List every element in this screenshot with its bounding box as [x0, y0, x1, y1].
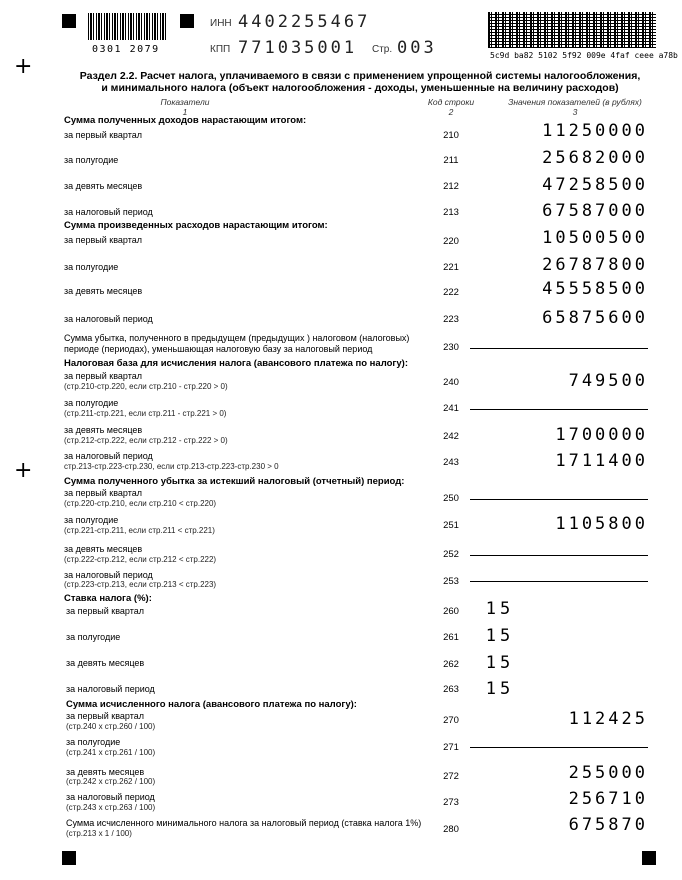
row-262-label: за девять месяцев	[66, 658, 145, 668]
row-220-code: 220	[443, 236, 459, 247]
row-241-formula: (стр.211-стр.221, если стр.211 - стр.221 > 0)	[64, 409, 227, 418]
row-251-label: за полугодие	[64, 515, 119, 525]
row-271-label: за полугодие	[66, 737, 121, 747]
row-271-formula: (стр.241 х стр.261 / 100)	[66, 748, 156, 757]
row-243-label: за налоговый период	[64, 451, 153, 461]
row-273-code: 273	[443, 797, 459, 808]
row-261-code: 261	[443, 632, 459, 643]
row-252-empty-line[interactable]	[470, 555, 648, 556]
section-expenses-heading: Сумма произведенных расходов нарастающим итогом:	[64, 220, 328, 231]
row-263-value[interactable]: 15	[485, 679, 515, 699]
row-240-code: 240	[443, 377, 459, 388]
row-211-value[interactable]: 25682000	[542, 148, 648, 168]
row-251-value[interactable]: 1105800	[555, 514, 648, 534]
row-252-label: за девять месяцев	[64, 544, 143, 554]
row-261-value[interactable]: 15	[485, 626, 515, 646]
row-220-label: за первый квартал	[64, 235, 143, 245]
row-243-value[interactable]: 1711400	[555, 451, 648, 471]
row-242-value[interactable]: 1700000	[555, 425, 648, 445]
row-220-value[interactable]: 10500500	[542, 228, 648, 248]
row-273-value[interactable]: 256710	[568, 789, 648, 809]
row-270-label: за первый квартал	[66, 711, 145, 721]
column-header-line-code	[420, 97, 482, 117]
row-251-formula: (стр.221-стр.211, если стр.211 < стр.221)	[64, 526, 215, 535]
column-header-line-code-number: 2	[448, 107, 454, 117]
row-213-code: 213	[443, 207, 459, 218]
row-210-code: 210	[443, 130, 459, 141]
row-242-code: 242	[443, 431, 459, 442]
row-223-label: за налоговый период	[64, 314, 153, 324]
row-272-value[interactable]: 255000	[568, 763, 648, 783]
row-212-code: 212	[443, 181, 459, 192]
row-242-formula: (стр.212-стр.222, если стр.212 - стр.222 > 0)	[64, 436, 228, 445]
row-263-label: за налоговый период	[66, 684, 155, 694]
column-header-line-code-label: Код строки	[427, 97, 475, 107]
row-223-value[interactable]: 65875600	[542, 308, 648, 328]
corner-marker-bottom-left	[62, 851, 76, 865]
row-240-formula: (стр.210-стр.220, если стр.210 - стр.220 > 0)	[64, 382, 228, 391]
row-262-code: 262	[443, 659, 459, 670]
datamatrix-code	[488, 12, 656, 48]
row-260-value[interactable]: 15	[485, 599, 515, 619]
row-210-label: за первый квартал	[64, 130, 143, 140]
row-262-value[interactable]: 15	[485, 653, 515, 673]
row-250-code: 250	[443, 493, 459, 504]
row-213-value[interactable]: 67587000	[542, 201, 648, 221]
section-title	[60, 70, 660, 94]
row-241-code: 241	[443, 403, 459, 414]
row-253-empty-line[interactable]	[470, 581, 648, 582]
row-230-code: 230	[443, 342, 459, 353]
row-253-code: 253	[443, 576, 459, 587]
row-222-code: 222	[443, 287, 459, 298]
row-280-value[interactable]: 675870	[568, 815, 648, 835]
row-241-empty-line[interactable]	[470, 409, 648, 410]
row-260-code: 260	[443, 606, 459, 617]
kpp-value: 771035001	[238, 38, 358, 58]
barcode-image	[88, 13, 166, 40]
column-header-values	[500, 97, 650, 117]
row-272-label: за девять месяцев	[66, 767, 145, 777]
page-label: Стр.	[372, 44, 393, 55]
row-270-value[interactable]: 112425	[568, 709, 648, 729]
row-280-formula: (стр.213 х 1 / 100)	[66, 829, 132, 838]
row-240-label: за первый квартал	[64, 371, 143, 381]
row-260-label: за первый квартал	[66, 606, 145, 616]
row-250-formula: (стр.220-стр.210, если стр.210 < стр.220)	[64, 499, 217, 508]
row-252-formula: (стр.222-стр.212, если стр.212 < стр.222)	[64, 555, 217, 564]
row-221-value[interactable]: 26787800	[542, 255, 648, 275]
row-212-value[interactable]: 47258500	[542, 175, 648, 195]
barcode-number: 0301 2079	[92, 44, 160, 55]
section-title-line-1: Раздел 2.2. Расчет налога, уплачиваемого в связи с применением упрощенной системы налогообложения,	[79, 70, 641, 82]
section-income-heading: Сумма полученных доходов нарастающим итогом:	[64, 115, 307, 126]
row-212-label: за девять месяцев	[64, 181, 143, 191]
row-253-label: за налоговый период	[64, 570, 153, 580]
corner-marker-top-left	[62, 14, 76, 28]
section-title-line-2: и минимального налога (объект налогообложения - доходы, уменьшенные на величину расходов)	[101, 82, 619, 94]
row-272-code: 272	[443, 771, 459, 782]
row-242-label: за девять месяцев	[64, 425, 143, 435]
row-250-empty-line[interactable]	[470, 499, 648, 500]
corner-marker-bottom-right	[642, 851, 656, 865]
column-header-indicators	[130, 97, 240, 117]
section-rate-heading: Ставка налога (%):	[64, 593, 152, 604]
row-241-label: за полугодие	[64, 398, 119, 408]
corner-marker-top-center	[180, 14, 194, 28]
column-header-indicators-number: 1	[182, 107, 188, 117]
row-223-code: 223	[443, 314, 459, 325]
row-280-code: 280	[443, 824, 459, 835]
row-240-value[interactable]: 749500	[568, 371, 648, 391]
row-230-empty-line[interactable]	[470, 348, 648, 349]
row-252-code: 252	[443, 549, 459, 560]
row-243-formula: стр.213-стр.223-стр.230, если стр.213-стр.223-стр.230 > 0	[64, 462, 279, 471]
datamatrix-code-text: 5c9d ba82 5102 5f92 009e 4faf ceee a78b	[490, 51, 678, 60]
row-251-code: 251	[443, 520, 459, 531]
row-221-code: 221	[443, 262, 459, 273]
crosshair-mark-top: +	[14, 54, 33, 79]
row-272-formula: (стр.242 х стр.262 / 100)	[66, 777, 156, 786]
row-230-label-line-2: периоде (периодах), уменьшающая налоговую базу за налоговый период	[64, 344, 373, 354]
row-222-label: за девять месяцев	[64, 286, 143, 296]
section-computed-tax-heading: Сумма исчисленного налога (авансового платежа по налогу):	[66, 699, 357, 710]
kpp-label: КПП	[210, 44, 231, 55]
row-230-label-line-1: Сумма убытка, полученного в предыдущем (предыдущих ) налоговом (налоговых)	[64, 333, 410, 343]
row-271-code: 271	[443, 742, 459, 753]
row-263-code: 263	[443, 684, 459, 695]
row-222-value[interactable]: 45558500	[542, 279, 648, 299]
row-253-formula: (стр.223-стр.213, если стр.213 < стр.223)	[64, 580, 217, 589]
row-210-value[interactable]: 11250000	[542, 121, 648, 141]
row-250-label: за первый квартал	[64, 488, 143, 498]
inn-value: 4402255467	[238, 12, 371, 32]
section-tax-base-heading: Налоговая база для исчисления налога (авансового платежа по налогу):	[64, 358, 408, 369]
row-211-label: за полугодие	[64, 155, 119, 165]
column-header-values-label: Значения показателей (в рублях)	[508, 97, 642, 107]
row-270-code: 270	[443, 715, 459, 726]
row-271-empty-line[interactable]	[470, 747, 648, 748]
row-230-label	[64, 333, 434, 355]
crosshair-mark-middle: +	[14, 458, 33, 483]
row-273-label: за налоговый период	[66, 792, 155, 802]
column-header-indicators-label: Показатели	[160, 97, 210, 107]
row-270-formula: (стр.240 х стр.260 / 100)	[66, 722, 156, 731]
column-header-values-number: 3	[572, 107, 578, 117]
row-213-label: за налоговый период	[64, 207, 153, 217]
inn-label: ИНН	[210, 18, 232, 29]
row-273-formula: (стр.243 х стр.263 / 100)	[66, 803, 156, 812]
row-261-label: за полугодие	[66, 632, 121, 642]
row-243-code: 243	[443, 457, 459, 468]
page-number: 003	[397, 38, 437, 58]
section-loss-heading: Сумма полученного убытка за истекший налоговый (отчетный) период:	[64, 476, 405, 487]
row-211-code: 211	[443, 155, 459, 166]
row-280-label: Сумма исчисленного минимального налога за налоговый период (ставка налога 1%)	[66, 818, 422, 828]
row-221-label: за полугодие	[64, 262, 119, 272]
